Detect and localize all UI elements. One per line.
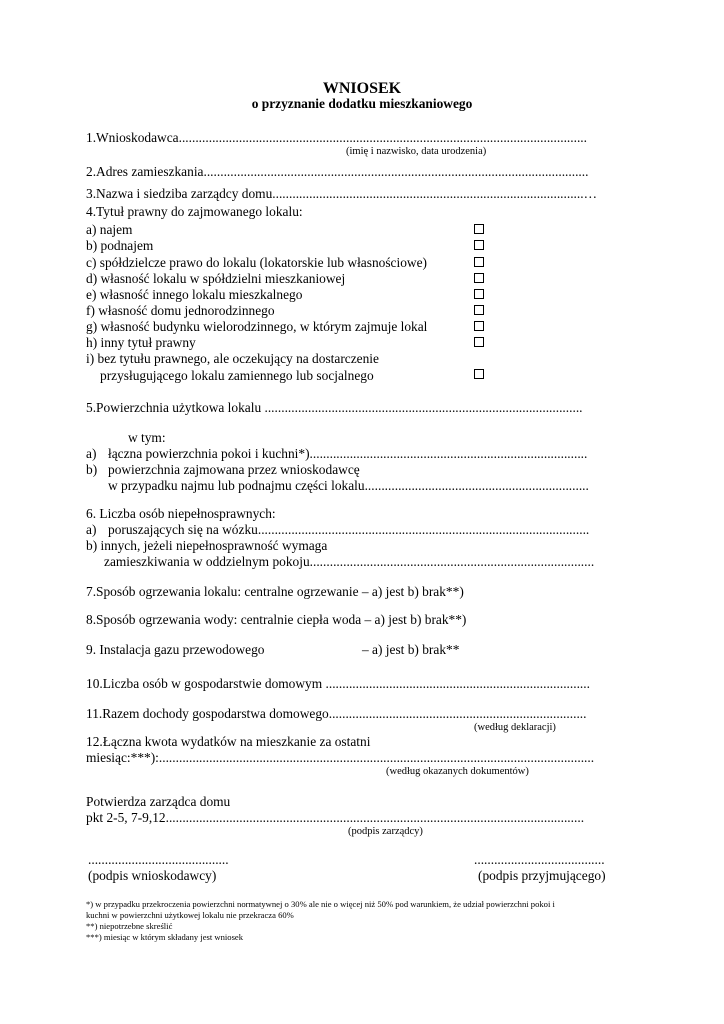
confirmation-hint: (podpis zarządcy)	[348, 826, 423, 837]
gas-label: 9. Instalacja gazu przewodowego	[86, 642, 265, 657]
option-label-dom-jednorodzinny: f) własność domu jednorodzinnego	[86, 303, 275, 318]
checkbox-spoldzielcze[interactable]	[474, 257, 484, 267]
option-label-bez-tytulu-cont: przysługującego lokalu zamiennego lub socjalnego	[100, 368, 374, 383]
address-field[interactable]: 2.Adres zamieszkania...................................................................................................................	[86, 164, 589, 179]
income-hint: (według deklaracji)	[474, 722, 556, 733]
area-b-marker: b)	[86, 462, 98, 477]
area-a-marker: a)	[86, 446, 97, 461]
legal-title-heading: 4.Tytuł prawny do zajmowanego lokalu:	[86, 204, 303, 219]
checkbox-podnajem[interactable]	[474, 240, 484, 250]
checkbox-wlasnosc-spoldzielnia[interactable]	[474, 273, 484, 283]
confirmation-field[interactable]: pkt 2-5, 7-9,12.............................................................................................................................	[86, 810, 585, 825]
confirmation-label: Potwierdza zarządca domu	[86, 794, 231, 809]
expenses-field[interactable]: miesiąc:***):..................................................................................................................................	[86, 750, 595, 765]
option-label-budynek-wielorodzinny: g) własność budynku wielorodzinnego, w którym zajmuje lokal	[86, 319, 428, 334]
footnote-3: ***) miesiąc w którym składany jest wniosek	[86, 932, 244, 942]
applicant-signature-label: (podpis wnioskodawcy)	[88, 868, 217, 883]
page-subtitle: o przyznanie dodatku mieszkaniowego	[251, 96, 473, 111]
checkbox-inny-lokal[interactable]	[474, 289, 484, 299]
receiver-signature-label: (podpis przyjmującego)	[478, 868, 606, 883]
footnote-2: **) niepotrzebne skreślić	[86, 921, 173, 931]
applicant-signature-line[interactable]: ..........................................	[88, 852, 229, 867]
disabled-wheelchair-field[interactable]: poruszających się na wózku...................................................................................................	[108, 522, 590, 537]
receiver-signature-line[interactable]: .......................................	[474, 852, 605, 867]
area-rooms-kitchen-field[interactable]: łączna powierzchnia pokoi i kuchni*)...................................................................................	[108, 446, 588, 461]
checkbox-najem[interactable]	[474, 224, 484, 234]
footnote-1: *) w przypadku przekroczenia powierzchni normatywnej o 30% ale nie o więcej niż 50% pod warunkiem, że udział powierzchni pokoi i	[86, 899, 555, 909]
household-size-field[interactable]: 10.Liczba osób w gospodarstwie domowym ...............................................................................	[86, 676, 590, 691]
footnote-1-cont: kuchni w powierzchni użytkowej lokalu nie przekracza 60%	[86, 910, 294, 920]
applicant-hint: (imię i nazwisko, data urodzenia)	[346, 146, 487, 157]
income-field[interactable]: 11.Razem dochody gospodarstwa domowego.............................................................................	[86, 706, 587, 721]
checkbox-inny-tytul[interactable]	[474, 337, 484, 347]
checkbox-bez-tytulu[interactable]	[474, 369, 484, 379]
option-label-bez-tytulu: i) bez tytułu prawnego, ale oczekujący na dostarczenie	[86, 351, 379, 366]
disabled-other-label: b) innych, jeżeli niepełnosprawność wymaga	[86, 538, 328, 553]
disabled-heading: 6. Liczba osób niepełnosprawnych:	[86, 506, 276, 521]
expenses-hint: (według okazanych dokumentów)	[386, 766, 529, 777]
page-title: WNIOSEK	[322, 80, 402, 97]
area-applicant-label: powierzchnia zajmowana przez wnioskodawcę	[108, 462, 360, 477]
option-label-najem: a) najem	[86, 222, 133, 237]
area-including-label: w tym:	[128, 430, 166, 445]
gas-field[interactable]: – a) jest b) brak**	[362, 642, 460, 657]
option-label-wlasnosc-spoldzielnia: d) własność lokalu w spółdzielni mieszkaniowej	[86, 271, 346, 286]
option-label-spoldzielcze: c) spółdzielcze prawo do lokalu (lokatorskie lub własnościowe)	[86, 255, 427, 270]
option-label-inny-lokal: e) własność innego lokalu mieszkalnego	[86, 287, 303, 302]
disabled-other-field[interactable]: zamieszkiwania w oddzielnym pokoju.....................................................................................	[104, 554, 595, 569]
checkbox-budynek-wielorodzinny[interactable]	[474, 321, 484, 331]
expenses-label: 12.Łączna kwota wydatków na mieszkanie za ostatni	[86, 734, 371, 749]
water-heating-field[interactable]: 8.Sposób ogrzewania wody: centralnie ciepła woda – a) jest b) brak**)	[86, 612, 467, 627]
checkbox-dom-jednorodzinny[interactable]	[474, 305, 484, 315]
heating-field[interactable]: 7.Sposób ogrzewania lokalu: centralne ogrzewanie – a) jest b) brak**)	[86, 584, 464, 599]
applicant-field[interactable]: 1.Wnioskodawca..........................................................................................................................	[86, 130, 588, 145]
option-label-inny-tytul: h) inny tytuł prawny	[86, 335, 196, 350]
disabled-a-marker: a)	[86, 522, 97, 537]
area-field[interactable]: 5.Powierzchnia użytkowa lokalu ...............................................................................................	[86, 400, 583, 415]
manager-field[interactable]: 3.Nazwa i siedziba zarządcy domu.............................................................................................…	[86, 186, 597, 201]
option-label-podnajem: b) podnajem	[86, 238, 154, 253]
area-applicant-field[interactable]: w przypadku najmu lub podnajmu części lokalu...................................................................	[108, 478, 589, 493]
